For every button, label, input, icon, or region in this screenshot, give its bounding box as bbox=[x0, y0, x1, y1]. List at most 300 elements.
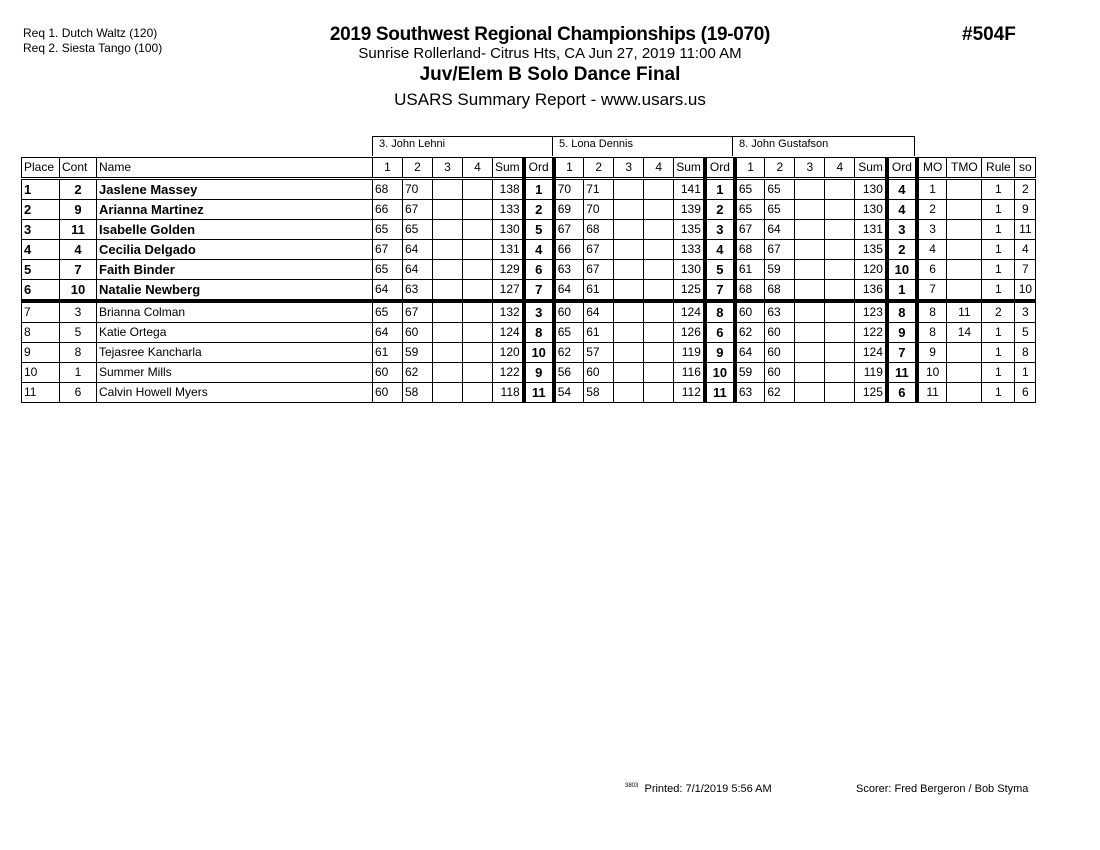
mo-cell: 8 bbox=[917, 323, 947, 343]
tmo-cell bbox=[947, 260, 982, 280]
judge3-score2-cell: 65 bbox=[765, 200, 795, 220]
judge3-ordinal-cell: 10 bbox=[887, 260, 917, 280]
judge3-score3-cell bbox=[795, 301, 825, 323]
table-row bbox=[22, 240, 1036, 260]
judge3-sum-cell: 124 bbox=[855, 343, 887, 363]
judge2-score4-cell bbox=[644, 323, 674, 343]
judge2-ordinal-cell: 5 bbox=[705, 260, 735, 280]
so-cell: 6 bbox=[1015, 383, 1036, 403]
judge2-score4-cell bbox=[644, 280, 674, 302]
mo-cell: 2 bbox=[917, 200, 947, 220]
place-cell: 5 bbox=[22, 260, 60, 280]
table-row bbox=[22, 220, 1036, 240]
judge3-score2-cell: 67 bbox=[765, 240, 795, 260]
judge3-score1-cell: 68 bbox=[735, 280, 765, 302]
rule-cell: 1 bbox=[982, 260, 1015, 280]
judge1-score4-cell bbox=[463, 343, 493, 363]
skater-name-cell: Isabelle Golden bbox=[97, 220, 373, 240]
skater-name-cell: Arianna Martinez bbox=[97, 200, 373, 220]
judge-header-3: 8. John Gustafson bbox=[732, 136, 915, 156]
mo-cell: 1 bbox=[917, 179, 947, 200]
col-header-judge2-3: 3 bbox=[614, 158, 644, 179]
judge1-score2-cell: 62 bbox=[403, 363, 433, 383]
so-cell: 9 bbox=[1015, 200, 1036, 220]
tmo-cell bbox=[947, 220, 982, 240]
judge3-score1-cell: 65 bbox=[735, 200, 765, 220]
judge2-score2-cell: 60 bbox=[584, 363, 614, 383]
judge3-score1-cell: 65 bbox=[735, 179, 765, 200]
judge2-score1-cell: 65 bbox=[554, 323, 584, 343]
mo-cell: 10 bbox=[917, 363, 947, 383]
judge3-score4-cell bbox=[825, 200, 855, 220]
judge1-sum-cell: 127 bbox=[493, 280, 524, 302]
judge2-score3-cell bbox=[614, 363, 644, 383]
judge1-score4-cell bbox=[463, 220, 493, 240]
skater-name-cell: Faith Binder bbox=[97, 260, 373, 280]
judge2-score3-cell bbox=[614, 240, 644, 260]
judge2-score1-cell: 69 bbox=[554, 200, 584, 220]
judge3-ordinal-cell: 8 bbox=[887, 301, 917, 323]
report-subtitle: USARS Summary Report - www.usars.us bbox=[394, 90, 706, 109]
judge2-score2-cell: 64 bbox=[584, 301, 614, 323]
judge3-sum-cell: 122 bbox=[855, 323, 887, 343]
judge2-score2-cell: 71 bbox=[584, 179, 614, 200]
tmo-cell bbox=[947, 280, 982, 302]
judge1-sum-cell: 138 bbox=[493, 179, 524, 200]
judge3-sum-cell: 125 bbox=[855, 383, 887, 403]
contestant-number-cell: 11 bbox=[60, 220, 97, 240]
judge2-score4-cell bbox=[644, 179, 674, 200]
contestant-number-cell: 1 bbox=[60, 363, 97, 383]
judge3-sum-cell: 119 bbox=[855, 363, 887, 383]
skater-name-cell: Cecilia Delgado bbox=[97, 240, 373, 260]
judge3-ordinal-cell: 2 bbox=[887, 240, 917, 260]
contestant-number-cell: 4 bbox=[60, 240, 97, 260]
judge1-score1-cell: 66 bbox=[373, 200, 403, 220]
judge3-sum-cell: 130 bbox=[855, 200, 887, 220]
col-header-judge2-sum: Sum bbox=[674, 158, 705, 179]
judge1-score2-cell: 58 bbox=[403, 383, 433, 403]
judge2-sum-cell: 124 bbox=[674, 301, 705, 323]
judge3-score4-cell bbox=[825, 240, 855, 260]
col-header-so: so bbox=[1015, 158, 1036, 179]
rule-cell: 1 bbox=[982, 383, 1015, 403]
judge3-sum-cell: 123 bbox=[855, 301, 887, 323]
judge1-sum-cell: 130 bbox=[493, 220, 524, 240]
place-cell: 9 bbox=[22, 343, 60, 363]
judge3-score2-cell: 60 bbox=[765, 323, 795, 343]
judge3-score3-cell bbox=[795, 200, 825, 220]
judge1-score4-cell bbox=[463, 363, 493, 383]
judge1-ordinal-cell: 6 bbox=[524, 260, 554, 280]
judge1-score2-cell: 70 bbox=[403, 179, 433, 200]
contestant-number-cell: 3 bbox=[60, 301, 97, 323]
col-header-judge3-1: 1 bbox=[735, 158, 765, 179]
skater-name-cell: Brianna Colman bbox=[97, 301, 373, 323]
judge3-sum-cell: 131 bbox=[855, 220, 887, 240]
judge1-ordinal-cell: 11 bbox=[524, 383, 554, 403]
judge3-score3-cell bbox=[795, 260, 825, 280]
judge1-score4-cell bbox=[463, 301, 493, 323]
table-row bbox=[22, 200, 1036, 220]
col-header-judge3-sum: Sum bbox=[855, 158, 887, 179]
judge3-score2-cell: 60 bbox=[765, 363, 795, 383]
judge1-score4-cell bbox=[463, 280, 493, 302]
judge3-ordinal-cell: 4 bbox=[887, 200, 917, 220]
place-cell: 1 bbox=[22, 179, 60, 200]
competition-title: 2019 Southwest Regional Championships (19-070) bbox=[329, 24, 771, 45]
skater-name-cell: Calvin Howell Myers bbox=[97, 383, 373, 403]
tmo-cell bbox=[947, 200, 982, 220]
judge2-score4-cell bbox=[644, 363, 674, 383]
judge2-score4-cell bbox=[644, 260, 674, 280]
judge3-score3-cell bbox=[795, 343, 825, 363]
judge2-sum-cell: 125 bbox=[674, 280, 705, 302]
judge1-score2-cell: 67 bbox=[403, 200, 433, 220]
judge2-ordinal-cell: 1 bbox=[705, 179, 735, 200]
col-header-cont: Cont bbox=[60, 158, 97, 179]
judge2-score1-cell: 60 bbox=[554, 301, 584, 323]
judge1-score1-cell: 61 bbox=[373, 343, 403, 363]
judge2-sum-cell: 130 bbox=[674, 260, 705, 280]
judge3-score3-cell bbox=[795, 240, 825, 260]
table-row bbox=[22, 383, 1036, 403]
judge3-score3-cell bbox=[795, 280, 825, 302]
judge2-score4-cell bbox=[644, 200, 674, 220]
so-cell: 3 bbox=[1015, 301, 1036, 323]
judge2-ordinal-cell: 6 bbox=[705, 323, 735, 343]
judge3-score2-cell: 62 bbox=[765, 383, 795, 403]
judge1-ordinal-cell: 8 bbox=[524, 323, 554, 343]
judge1-score2-cell: 67 bbox=[403, 301, 433, 323]
col-header-judge1-sum: Sum bbox=[493, 158, 524, 179]
place-cell: 10 bbox=[22, 363, 60, 383]
judge1-score3-cell bbox=[433, 280, 463, 302]
judge3-score2-cell: 60 bbox=[765, 343, 795, 363]
so-cell: 8 bbox=[1015, 343, 1036, 363]
judge3-ordinal-cell: 7 bbox=[887, 343, 917, 363]
judge2-ordinal-cell: 2 bbox=[705, 200, 735, 220]
judge3-sum-cell: 135 bbox=[855, 240, 887, 260]
judge3-score4-cell bbox=[825, 260, 855, 280]
requirement-2: Req 2. Siesta Tango (100) bbox=[23, 41, 163, 55]
tmo-cell bbox=[947, 363, 982, 383]
mo-cell: 4 bbox=[917, 240, 947, 260]
judge3-sum-cell: 120 bbox=[855, 260, 887, 280]
judge3-score4-cell bbox=[825, 383, 855, 403]
judge1-score3-cell bbox=[433, 363, 463, 383]
judge2-score2-cell: 67 bbox=[584, 240, 614, 260]
judge1-score1-cell: 64 bbox=[373, 280, 403, 302]
judge3-score4-cell bbox=[825, 220, 855, 240]
judge2-score2-cell: 67 bbox=[584, 260, 614, 280]
judge1-score2-cell: 59 bbox=[403, 343, 433, 363]
judge2-ordinal-cell: 8 bbox=[705, 301, 735, 323]
judge1-score4-cell bbox=[463, 260, 493, 280]
contestant-number-cell: 9 bbox=[60, 200, 97, 220]
col-header-judge1-3: 3 bbox=[433, 158, 463, 179]
col-header-judge1-4: 4 bbox=[463, 158, 493, 179]
judge1-score3-cell bbox=[433, 301, 463, 323]
mo-cell: 8 bbox=[917, 301, 947, 323]
col-header-judge1-2: 2 bbox=[403, 158, 433, 179]
judge3-ordinal-cell: 4 bbox=[887, 179, 917, 200]
rule-cell: 2 bbox=[982, 301, 1015, 323]
skater-name-cell: Tejasree Kancharla bbox=[97, 343, 373, 363]
judge2-score1-cell: 67 bbox=[554, 220, 584, 240]
judge2-score3-cell bbox=[614, 220, 644, 240]
judge3-score2-cell: 68 bbox=[765, 280, 795, 302]
printed-timestamp: Printed: 7/1/2019 5:56 AM bbox=[644, 783, 772, 795]
judge2-score3-cell bbox=[614, 200, 644, 220]
judge1-score1-cell: 60 bbox=[373, 363, 403, 383]
col-header-judge2-1: 1 bbox=[554, 158, 584, 179]
judge2-score4-cell bbox=[644, 383, 674, 403]
rule-cell: 1 bbox=[982, 200, 1015, 220]
judge2-ordinal-cell: 9 bbox=[705, 343, 735, 363]
judge1-score2-cell: 64 bbox=[403, 260, 433, 280]
judge1-score3-cell bbox=[433, 383, 463, 403]
judge1-score1-cell: 60 bbox=[373, 383, 403, 403]
col-header-judge3-4: 4 bbox=[825, 158, 855, 179]
rule-cell: 1 bbox=[982, 323, 1015, 343]
tmo-cell bbox=[947, 179, 982, 200]
judge1-score4-cell bbox=[463, 323, 493, 343]
judge2-score1-cell: 56 bbox=[554, 363, 584, 383]
skater-name-cell: Jaslene Massey bbox=[97, 179, 373, 200]
tmo-cell bbox=[947, 343, 982, 363]
contestant-number-cell: 10 bbox=[60, 280, 97, 302]
judge1-sum-cell: 124 bbox=[493, 323, 524, 343]
col-header-judge1-1: 1 bbox=[373, 158, 403, 179]
judge2-score1-cell: 62 bbox=[554, 343, 584, 363]
judge2-score2-cell: 61 bbox=[584, 323, 614, 343]
mo-cell: 7 bbox=[917, 280, 947, 302]
judge3-score3-cell bbox=[795, 179, 825, 200]
judge2-score3-cell bbox=[614, 179, 644, 200]
col-header-rule: Rule bbox=[982, 158, 1015, 179]
judge3-sum-cell: 130 bbox=[855, 179, 887, 200]
judge-header-2: 5. Lona Dennis bbox=[552, 136, 733, 156]
report-code: 3803 bbox=[625, 783, 639, 789]
judge2-score1-cell: 66 bbox=[554, 240, 584, 260]
col-header-judge2-ord: Ord bbox=[705, 158, 735, 179]
judge2-score1-cell: 64 bbox=[554, 280, 584, 302]
judge3-ordinal-cell: 9 bbox=[887, 323, 917, 343]
judge1-score4-cell bbox=[463, 200, 493, 220]
event-number: #504F bbox=[962, 24, 1016, 45]
judge1-score4-cell bbox=[463, 179, 493, 200]
judge1-sum-cell: 131 bbox=[493, 240, 524, 260]
judge3-score2-cell: 63 bbox=[765, 301, 795, 323]
col-header-tmo: TMO bbox=[947, 158, 982, 179]
rule-cell: 1 bbox=[982, 220, 1015, 240]
judge1-score4-cell bbox=[463, 240, 493, 260]
judge1-sum-cell: 118 bbox=[493, 383, 524, 403]
judge3-score2-cell: 64 bbox=[765, 220, 795, 240]
judge1-ordinal-cell: 10 bbox=[524, 343, 554, 363]
judge1-score3-cell bbox=[433, 179, 463, 200]
so-cell: 1 bbox=[1015, 363, 1036, 383]
judge1-score3-cell bbox=[433, 200, 463, 220]
judge1-score4-cell bbox=[463, 383, 493, 403]
judge1-sum-cell: 133 bbox=[493, 200, 524, 220]
judge3-score1-cell: 60 bbox=[735, 301, 765, 323]
rule-cell: 1 bbox=[982, 179, 1015, 200]
judge2-score4-cell bbox=[644, 343, 674, 363]
column-header-row bbox=[22, 158, 1036, 179]
table-row bbox=[22, 179, 1036, 200]
rule-cell: 1 bbox=[982, 363, 1015, 383]
judge2-sum-cell: 133 bbox=[674, 240, 705, 260]
col-header-judge3-3: 3 bbox=[795, 158, 825, 179]
judge3-sum-cell: 136 bbox=[855, 280, 887, 302]
col-header-judge2-2: 2 bbox=[584, 158, 614, 179]
printed-info bbox=[625, 783, 772, 795]
judge2-ordinal-cell: 10 bbox=[705, 363, 735, 383]
judge3-score3-cell bbox=[795, 383, 825, 403]
col-header-place: Place bbox=[22, 158, 60, 179]
col-header-mo: MO bbox=[917, 158, 947, 179]
contestant-number-cell: 8 bbox=[60, 343, 97, 363]
judge2-score3-cell bbox=[614, 383, 644, 403]
judge3-score4-cell bbox=[825, 323, 855, 343]
judge2-score3-cell bbox=[614, 301, 644, 323]
judge2-sum-cell: 135 bbox=[674, 220, 705, 240]
judge1-ordinal-cell: 4 bbox=[524, 240, 554, 260]
table-row bbox=[22, 363, 1036, 383]
judge1-score1-cell: 65 bbox=[373, 220, 403, 240]
mo-cell: 6 bbox=[917, 260, 947, 280]
place-cell: 2 bbox=[22, 200, 60, 220]
judge3-ordinal-cell: 11 bbox=[887, 363, 917, 383]
judge3-score1-cell: 67 bbox=[735, 220, 765, 240]
judge2-ordinal-cell: 11 bbox=[705, 383, 735, 403]
judge2-score4-cell bbox=[644, 240, 674, 260]
place-cell: 3 bbox=[22, 220, 60, 240]
place-cell: 8 bbox=[22, 323, 60, 343]
so-cell: 7 bbox=[1015, 260, 1036, 280]
col-header-judge3-2: 2 bbox=[765, 158, 795, 179]
table-row bbox=[22, 323, 1036, 343]
judge1-ordinal-cell: 2 bbox=[524, 200, 554, 220]
judge3-score3-cell bbox=[795, 363, 825, 383]
contestant-number-cell: 5 bbox=[60, 323, 97, 343]
judge3-score1-cell: 59 bbox=[735, 363, 765, 383]
judge2-score1-cell: 63 bbox=[554, 260, 584, 280]
judge2-ordinal-cell: 7 bbox=[705, 280, 735, 302]
judge1-sum-cell: 122 bbox=[493, 363, 524, 383]
table-row bbox=[22, 301, 1036, 323]
scorer-info: Scorer: Fred Bergeron / Bob Styma bbox=[856, 783, 1029, 795]
judge2-sum-cell: 119 bbox=[674, 343, 705, 363]
judge1-score2-cell: 60 bbox=[403, 323, 433, 343]
so-cell: 4 bbox=[1015, 240, 1036, 260]
tmo-cell: 14 bbox=[947, 323, 982, 343]
contestant-number-cell: 7 bbox=[60, 260, 97, 280]
judge1-score1-cell: 68 bbox=[373, 179, 403, 200]
judge2-ordinal-cell: 4 bbox=[705, 240, 735, 260]
judge1-score1-cell: 65 bbox=[373, 260, 403, 280]
judge-header-1: 3. John Lehni bbox=[372, 136, 553, 156]
rule-cell: 1 bbox=[982, 343, 1015, 363]
judge3-score4-cell bbox=[825, 301, 855, 323]
place-cell: 7 bbox=[22, 301, 60, 323]
judge1-score3-cell bbox=[433, 343, 463, 363]
place-cell: 11 bbox=[22, 383, 60, 403]
place-cell: 6 bbox=[22, 280, 60, 302]
skater-name-cell: Summer Mills bbox=[97, 363, 373, 383]
judge3-score4-cell bbox=[825, 343, 855, 363]
judge3-score2-cell: 59 bbox=[765, 260, 795, 280]
requirement-1: Req 1. Dutch Waltz (120) bbox=[23, 26, 158, 40]
col-header-judge1-ord: Ord bbox=[524, 158, 554, 179]
judge1-score3-cell bbox=[433, 323, 463, 343]
judge3-score3-cell bbox=[795, 323, 825, 343]
mo-cell: 3 bbox=[917, 220, 947, 240]
judge1-ordinal-cell: 1 bbox=[524, 179, 554, 200]
judge3-ordinal-cell: 1 bbox=[887, 280, 917, 302]
col-header-name: Name bbox=[97, 158, 373, 179]
mo-cell: 11 bbox=[917, 383, 947, 403]
judge1-score3-cell bbox=[433, 220, 463, 240]
judge1-sum-cell: 132 bbox=[493, 301, 524, 323]
judge2-score3-cell bbox=[614, 260, 644, 280]
skater-name-cell: Katie Ortega bbox=[97, 323, 373, 343]
judge3-score2-cell: 65 bbox=[765, 179, 795, 200]
judge2-score2-cell: 61 bbox=[584, 280, 614, 302]
table-row bbox=[22, 343, 1036, 363]
judge3-score1-cell: 63 bbox=[735, 383, 765, 403]
judge3-ordinal-cell: 6 bbox=[887, 383, 917, 403]
judge2-score3-cell bbox=[614, 343, 644, 363]
judge1-sum-cell: 129 bbox=[493, 260, 524, 280]
tmo-cell bbox=[947, 383, 982, 403]
judge2-score2-cell: 57 bbox=[584, 343, 614, 363]
judge1-score1-cell: 65 bbox=[373, 301, 403, 323]
results-table bbox=[21, 157, 1036, 403]
table-row bbox=[22, 280, 1036, 302]
judge2-score2-cell: 68 bbox=[584, 220, 614, 240]
judge2-sum-cell: 126 bbox=[674, 323, 705, 343]
table-row bbox=[22, 260, 1036, 280]
judge1-ordinal-cell: 5 bbox=[524, 220, 554, 240]
judge1-ordinal-cell: 3 bbox=[524, 301, 554, 323]
col-header-judge2-4: 4 bbox=[644, 158, 674, 179]
judge2-sum-cell: 141 bbox=[674, 179, 705, 200]
rule-cell: 1 bbox=[982, 280, 1015, 302]
place-cell: 4 bbox=[22, 240, 60, 260]
judge3-score1-cell: 68 bbox=[735, 240, 765, 260]
judge2-score2-cell: 70 bbox=[584, 200, 614, 220]
judge3-ordinal-cell: 3 bbox=[887, 220, 917, 240]
judge1-score1-cell: 64 bbox=[373, 323, 403, 343]
judge3-score4-cell bbox=[825, 363, 855, 383]
judge2-score4-cell bbox=[644, 220, 674, 240]
judge1-score2-cell: 63 bbox=[403, 280, 433, 302]
tmo-cell bbox=[947, 240, 982, 260]
col-header-judge3-ord: Ord bbox=[887, 158, 917, 179]
judge3-score3-cell bbox=[795, 220, 825, 240]
so-cell: 10 bbox=[1015, 280, 1036, 302]
judge1-ordinal-cell: 9 bbox=[524, 363, 554, 383]
venue-datetime: Sunrise Rollerland- Citrus Hts, CA Jun 27, 2019 11:00 AM bbox=[358, 45, 742, 62]
judge2-score3-cell bbox=[614, 280, 644, 302]
mo-cell: 9 bbox=[917, 343, 947, 363]
judge1-score3-cell bbox=[433, 260, 463, 280]
judge2-sum-cell: 116 bbox=[674, 363, 705, 383]
judge3-score1-cell: 62 bbox=[735, 323, 765, 343]
